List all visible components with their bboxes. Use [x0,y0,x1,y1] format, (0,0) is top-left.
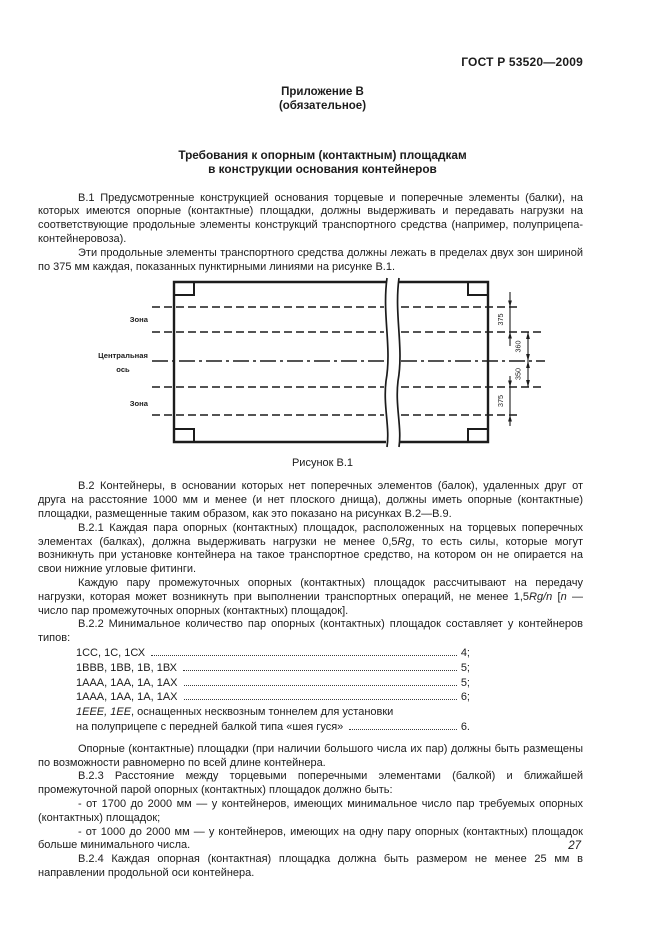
dot-leader [349,729,457,730]
container-type-label: 1СС, 1С, 1СХ [76,646,146,659]
container-type-label: 1ААА, 1АА, 1А, 1АХ [76,691,178,704]
list-item [76,690,470,705]
paragraph-b21 [38,522,583,577]
central-axis-label-line2: ось [116,365,130,375]
b21b-text: Каждую пару промежуточных опорных (контактных) площадок рассчитывают на передачу нагрузки, которая может возникнуть при выполнении транспортных операций, не менее 1,5 [38,576,583,603]
paragraph-b21-intermediate [38,577,583,618]
dot-leader [184,685,457,686]
dimension-label-350: 350 [513,368,523,381]
standard-reference: ГОСТ Р 53520—2009 [461,55,583,69]
figure-b1-drawing [90,275,550,450]
paragraph-b23: В.2.3 Расстояние между торцевыми поперечными элементами (балкой) и ближайшей промежуточной парой опорных (контактных) площадок должно быть: [38,770,583,797]
list-item-gooseneck-line2 [76,720,470,735]
central-axis-label-line1: Центральная [98,351,148,361]
figure-caption: Рисунок В.1 [291,457,354,470]
dot-leader [183,670,457,671]
annex-status: (обязательное) [278,99,367,112]
zone-label-top: Зона [129,315,148,325]
dot-leader [184,699,457,700]
pairs-count-value: 5; [460,661,470,674]
annex-heading [50,86,595,113]
dot-leader [151,655,457,656]
list-item [76,646,470,661]
list-item [76,661,470,676]
pairs-count-value: 6. [460,720,470,733]
section-title-line1: Требования к опорным (контактным) площадкам [178,148,467,162]
paragraph-b23-item1: - от 1700 до 2000 мм — у контейнеров, имеющих минимальное число пар требуемых опорных (контактных) площадок; [38,797,583,824]
container-base-diagram [90,275,550,450]
paragraph-b22-intro: В.2.2 Минимальное количество пар опорных (контактных) площадок составляет у контейнеров типов: [38,618,583,645]
pairs-count-value: 6; [460,691,470,704]
paragraph-b1-zones: Эти продольные элементы транспортного средства должны лежать в пределах двух зон шириной по 375 мм каждая, показанных пунктирными линиями на рисунке В.1. [38,246,583,273]
dimension-label-360: 360 [513,340,523,353]
annex-name: Приложение В [281,86,364,98]
container-type-label-rest: , оснащенных несквозным тоннелем для установки [131,706,394,719]
b21-text: В.2.1 Каждая пара опорных (контактных) площадок, расположенных на торцевых поперечных элементах (балках), должна выдерживать нагрузки не менее 0,5 [38,521,583,548]
page-number: 27 [568,840,581,852]
section-title [50,149,595,177]
section-title-line2: в конструкции основания контейнеров [208,161,437,176]
b21b-symbol-n: n [560,590,567,603]
container-type-label: 1ААА, 1АА, 1А, 1АХ [76,676,178,689]
paragraph-b23-item2: - от 1000 до 2000 мм — у контейнеров, имеющих на одну пару опорных (контактных) площадок больше минимального числа. [38,825,583,852]
b21-symbol-rg: Rg [397,535,412,548]
paragraph-b24: В.2.4 Каждая опорная (контактная) площадка должна быть размером не менее 25 мм в направлении продольной оси контейнера. [38,853,583,879]
list-item [76,676,470,691]
break-lines [385,278,400,447]
b21-text-end: , то есть силы, которые могут возникнуть при установке контейнера на такое транспортное средство, на котором он не опирается на свои нижние угловые фитинги. [38,535,584,576]
b21b-symbol-rgn: Rg/n [529,590,553,603]
container-type-label: 1ВВВ, 1ВВ, 1В, 1ВХ [76,661,178,674]
pairs-count-value: 5; [460,676,470,689]
text-column [38,0,583,881]
zone-label-bottom: Зона [129,399,148,409]
b21b-text-end: — число пар промежуточных опорных (контактных) площадок]. [38,590,583,617]
list-item-gooseneck-line1 [76,705,470,720]
container-outline [174,282,488,442]
container-type-label: на полуприцепе с передней балкой типа «шея гуся» [76,720,344,733]
dimension-lines [510,292,528,426]
dimension-label-375-top: 375 [496,313,505,326]
b21b-bracket: [ [552,590,561,603]
pairs-count-value: 4; [460,646,470,659]
dimension-label-375-bottom: 375 [496,395,505,408]
corner-fittings [174,282,488,442]
container-type-label-italic: 1ЕЕЕ, 1ЕЕ [76,706,132,719]
paragraph-b22-note: Опорные (контактные) площадки (при наличии большого числа их пар) должны быть размещены по возможности равномерно по всей длине контейнера. [38,742,583,769]
paragraph-b1: В.1 Предусмотренные конструкцией основания торцевые и поперечные элементы (балки), на которых имеются опорные (контактные) площадки, должны выдерживать и передавать нагрузки на соответствующие продольные элементы конструкций транспортного средства (например, полуприцепа-контейнеровоза). [38,191,583,245]
container-types-list [76,646,470,735]
paragraph-b2: В.2 Контейнеры, в основании которых нет поперечных элементов (балок), удаленных друг от друга на расстояние 1000 мм и менее (и нет плоского днища), должны иметь опорные (контактные) площадки, размещенные таким образом, как это показано на рисунках В.2—В.9. [38,480,583,520]
